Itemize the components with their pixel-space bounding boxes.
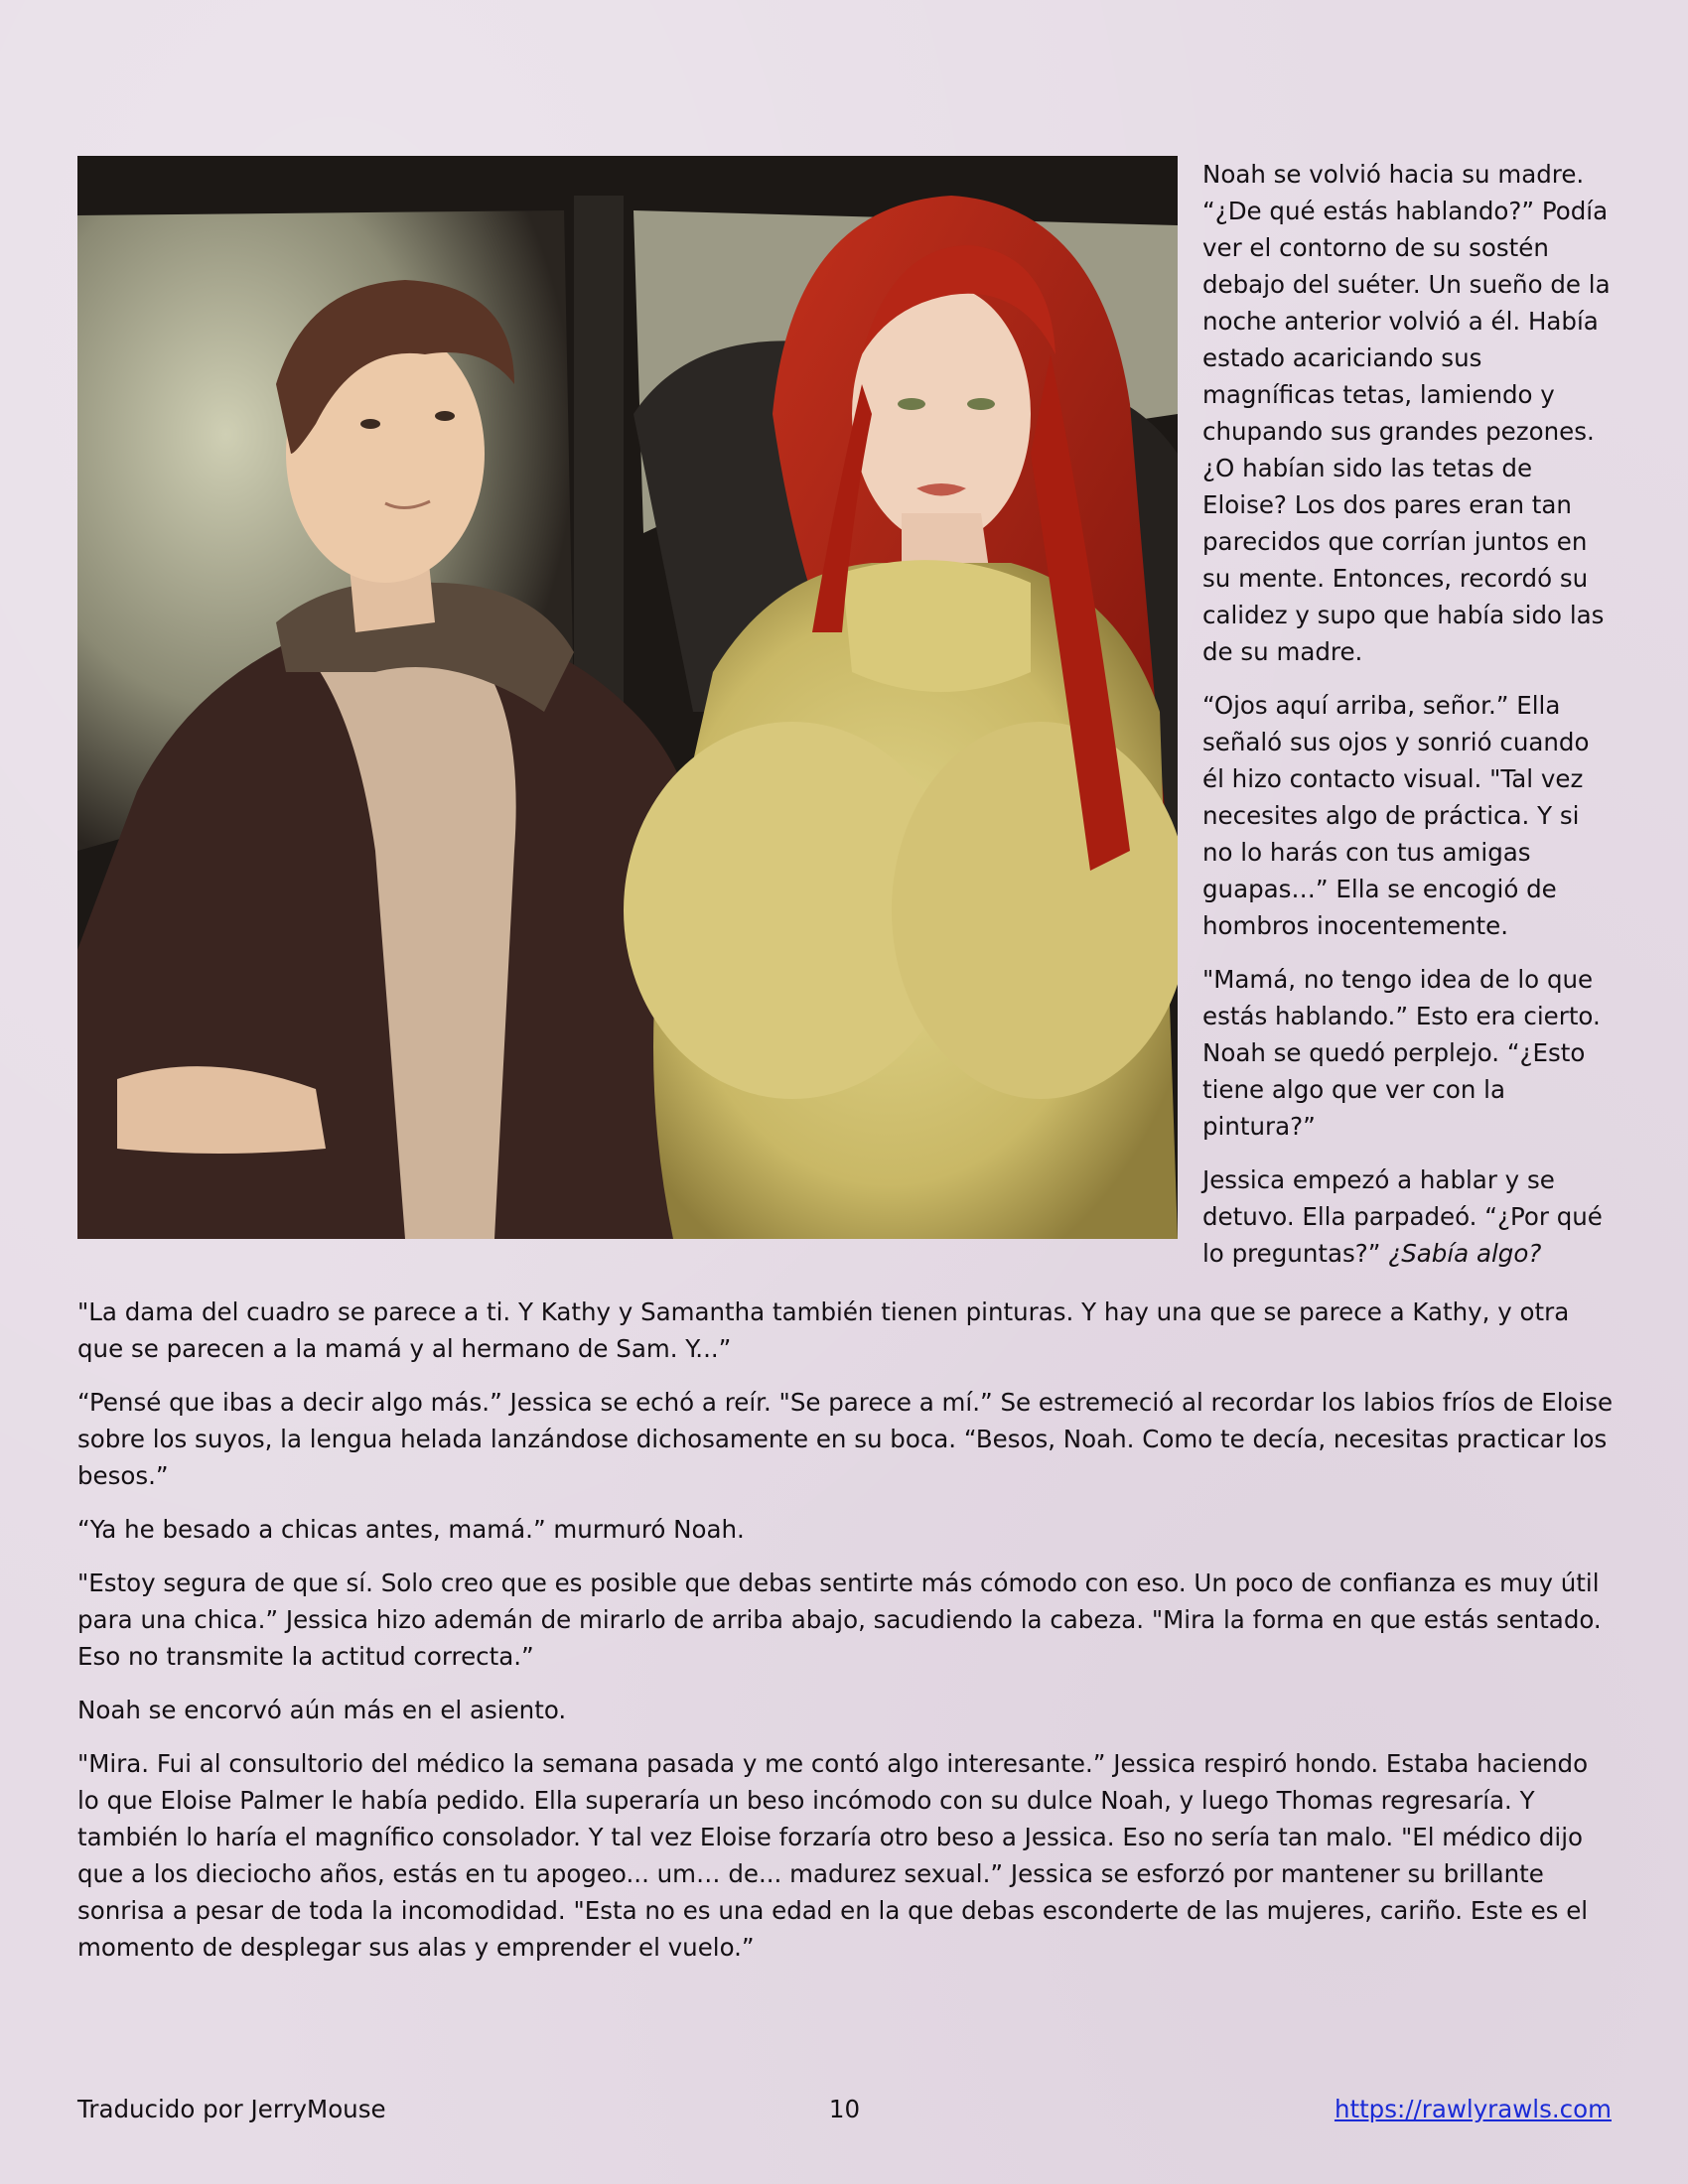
page-number: 10 [828,2095,861,2123]
illustration-image [77,156,1178,1239]
body-paragraph-6: "Mira. Fui al consultorio del médico la semana pasada y me contó algo interesante.” Jessica respiró hondo. Estaba haciendo lo que Eloise Palmer le había pedido. Ella superaría un beso incómodo con su dulce Noah, y luego Thomas regresaría. Y también lo haría el magnífico consolador. Y tal vez Eloise forzaría otro beso a Jessica. Eso no sería tan malo. "El médico dijo que a los dieciocho años, estás en tu apogeo... um… de... madurez sexual.” Jessica se esforzó por mantener su brillante sonrisa a pesar de toda la incomodidad. "Esta no es una edad en la que debas esconderte de las mujeres, cariño. Este es el momento de desplegar sus alas y emprender el vuelo.” [77,1749,1589,1962]
body-paragraph-5: Noah se encorvó aún más en el asiento. [77,1696,567,1724]
side-paragraph-3: "Mamá, no tengo idea de lo que estás hablando.” Esto era cierto. Noah se quedó perplejo. “¿Esto tiene algo que ver con la pintura?” [1202,965,1601,1141]
side-column-text [1202,156,1615,1289]
body-paragraph-1: "La dama del cuadro se parece a ti. Y Kathy y Samantha también tienen pinturas. Y hay una que se parece a Kathy, y otra que se parecen a la mamá y al hermano de Sam. Y...” [77,1297,1570,1363]
body-paragraph-4: "Estoy segura de que sí. Solo creo que es posible que debas sentirte más cómodo con eso. Un poco de confianza es muy útil para una chica.” Jessica hizo ademán de mirarlo de arriba abajo, sacudiendo la cabeza. "Mira la forma en que estás sentado. Eso no transmite la actitud correcta.” [77,1569,1602,1671]
body-paragraph-3: “Ya he besado a chicas antes, mamá.” murmuró Noah. [77,1515,745,1544]
side-paragraph-4-text: Jessica empezó a hablar y se detuvo. Ella parpadeó. “¿Por qué lo preguntas?” [1202,1165,1603,1268]
side-paragraph-2: “Ojos aquí arriba, señor.” Ella señaló sus ojos y sonrió cuando él hizo contacto visual. "Tal vez necesites algo de práctica. Y si no lo harás con tus amigas guapas…” Ella se encogió de hombros inocentemente. [1202,691,1590,940]
body-text [77,1294,1617,1982]
body-paragraph-2: “Pensé que ibas a decir algo más.” Jessica se echó a reír. "Se parece a mí.” Se estremeció al recordar los labios fríos de Eloise sobre los suyos, la lengua helada lanzándose dichosamente en su boca. “Besos, Noah. Como te decía, necesitas practicar los besos.” [77,1388,1614,1490]
side-paragraph-1: Noah se volvió hacia su madre. “¿De qué estás hablando?” Podía ver el contorno de su sostén debajo del suéter. Un sueño de la noche anterior volvió a él. Había estado acariciando sus magníficas tetas, lamiendo y chupando sus grandes pezones. ¿O habían sido las tetas de Eloise? Los dos pares eran tan parecidos que corrían juntos en su mente. Entonces, recordó su calidez y supo que había sido las de su madre. [1202,160,1611,666]
translator-credit: Traducido por JerryMouse [77,2095,386,2123]
side-paragraph-4 [1202,1161,1615,1272]
page-footer [77,2090,1612,2129]
side-paragraph-4-italic: ¿Sabía algo? [1388,1239,1542,1268]
website-link[interactable]: https://rawlyrawls.com [1334,2095,1612,2123]
